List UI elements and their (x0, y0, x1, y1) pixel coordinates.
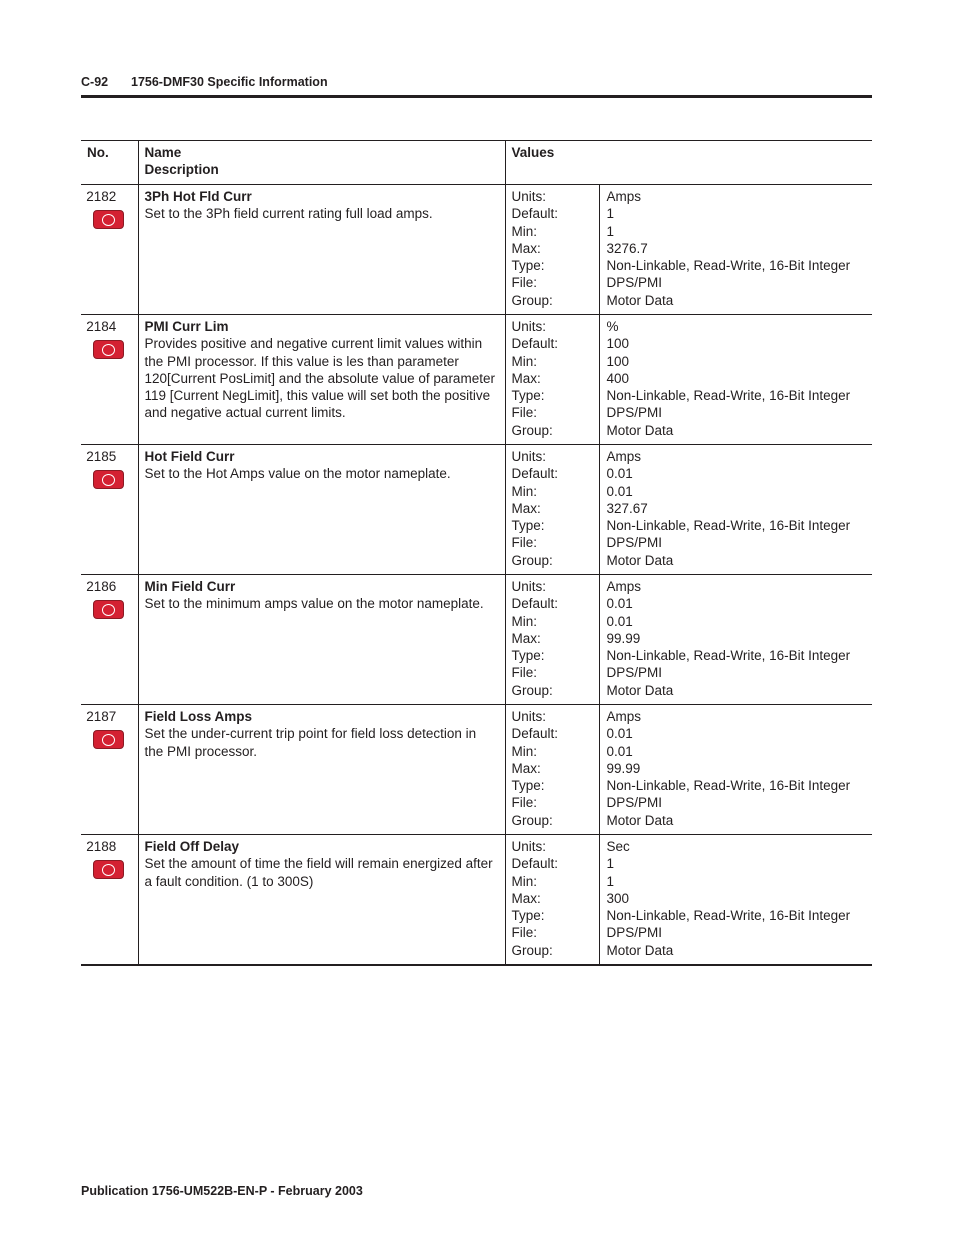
value-label: Min: (511, 223, 538, 239)
value-labels-cell (505, 705, 599, 835)
param-name: Min Field Curr (144, 579, 236, 594)
value-labels-cell (505, 315, 599, 445)
value-labels-cell (505, 185, 599, 315)
param-value: DPS/PMI (606, 795, 663, 811)
value-label: Max: (511, 370, 541, 386)
param-value: 3276.7 (606, 240, 648, 256)
value-label: File: (511, 535, 538, 551)
param-value: % (606, 319, 619, 334)
values-cell (599, 315, 872, 445)
table-row (81, 185, 872, 315)
value-label: Max: (511, 760, 541, 776)
param-number-cell (81, 185, 138, 315)
param-name: Hot Field Curr (144, 449, 235, 464)
publication-footer: Publication 1756-UM522B-EN-P - February 2003 (81, 1184, 363, 1198)
value-label: Units: (511, 189, 547, 204)
param-value: 0.01 (606, 596, 633, 612)
value-label: Group: (511, 682, 553, 698)
value-label: Type: (511, 778, 545, 794)
param-value: Motor Data (606, 682, 674, 698)
value-label: Type: (511, 518, 545, 534)
param-name: 3Ph Hot Fld Curr (144, 189, 252, 204)
col-header-description: Description (144, 162, 219, 178)
col-header-name: Name (144, 145, 182, 160)
value-label: Units: (511, 449, 547, 464)
value-label: Group: (511, 422, 553, 438)
value-label: Default: (511, 466, 559, 482)
param-number-cell (81, 315, 138, 445)
value-label: Type: (511, 908, 545, 924)
param-number-cell (81, 575, 138, 705)
value-label: Min: (511, 353, 538, 369)
col-header-no: No. (81, 141, 138, 185)
value-label: Max: (511, 630, 541, 646)
param-description: Set the under-current trip point for field loss detection in the PMI processor. (144, 726, 477, 759)
param-description: Set to the 3Ph field current rating full load amps. (144, 206, 433, 222)
param-value: Non-Linkable, Read-Write, 16-Bit Integer (606, 518, 851, 534)
param-description-cell (138, 445, 505, 575)
param-name: Field Off Delay (144, 839, 240, 854)
values-cell (599, 185, 872, 315)
param-value: Non-Linkable, Read-Write, 16-Bit Integer (606, 258, 851, 274)
param-value: Motor Data (606, 552, 674, 568)
value-label: File: (511, 275, 538, 291)
value-label: Default: (511, 726, 559, 742)
stop-mode-icon (93, 600, 124, 619)
stop-mode-icon (93, 730, 124, 749)
param-value: Non-Linkable, Read-Write, 16-Bit Integer (606, 778, 851, 794)
values-cell (599, 445, 872, 575)
param-number: 2182 (86, 189, 117, 204)
page-number: C-92 (81, 75, 109, 89)
param-number: 2186 (86, 579, 117, 594)
value-label: Type: (511, 648, 545, 664)
param-description-cell (138, 185, 505, 315)
value-label: Default: (511, 856, 559, 872)
param-number-cell (81, 445, 138, 575)
value-label: Default: (511, 336, 559, 352)
value-labels-cell (505, 835, 599, 965)
value-labels-cell (505, 575, 599, 705)
param-value: Motor Data (606, 942, 674, 958)
param-description: Provides positive and negative current limit values within the PMI processor. If this value is les than parameter 120[Current PosLimit] and the absolute value of parameter 119 [Current NegLimit], this value will set both the positive and negative actual current limits. (144, 336, 495, 421)
value-label: Min: (511, 873, 538, 889)
value-label: Default: (511, 206, 559, 222)
param-value: Amps (606, 449, 642, 464)
param-value: DPS/PMI (606, 405, 663, 421)
value-label: File: (511, 665, 538, 681)
param-value: DPS/PMI (606, 275, 663, 291)
param-description: Set to the minimum amps value on the motor nameplate. (144, 596, 484, 612)
table-row (81, 445, 872, 575)
param-value: 99.99 (606, 630, 641, 646)
table-header-row (81, 141, 872, 185)
table-row (81, 835, 872, 965)
header-title: 1756-DMF30 Specific Information (131, 75, 328, 89)
param-value: Amps (606, 189, 642, 204)
value-label: Units: (511, 319, 547, 334)
param-value: 100 (606, 353, 630, 369)
value-label: File: (511, 405, 538, 421)
col-header-values: Values (505, 141, 872, 185)
value-label: Group: (511, 292, 553, 308)
param-value: DPS/PMI (606, 925, 663, 941)
stop-mode-icon (93, 470, 124, 489)
param-number: 2187 (86, 709, 117, 724)
param-description: Set to the Hot Amps value on the motor nameplate. (144, 466, 451, 482)
param-value: 0.01 (606, 483, 633, 499)
value-label: Units: (511, 709, 547, 724)
param-value: 0.01 (606, 613, 633, 629)
param-value: Motor Data (606, 812, 674, 828)
value-label: Type: (511, 258, 545, 274)
value-label: Max: (511, 240, 541, 256)
param-number: 2184 (86, 319, 117, 334)
param-value: 1 (606, 223, 615, 239)
param-value: 1 (606, 873, 615, 889)
values-cell (599, 705, 872, 835)
param-value: 400 (606, 370, 630, 386)
param-value: Amps (606, 709, 642, 724)
param-value: DPS/PMI (606, 535, 663, 551)
param-number: 2188 (86, 839, 117, 854)
param-value: Non-Linkable, Read-Write, 16-Bit Integer (606, 388, 851, 404)
table-row (81, 705, 872, 835)
param-value: 300 (606, 890, 630, 906)
value-label: Group: (511, 812, 553, 828)
value-label: Default: (511, 596, 559, 612)
value-labels-cell (505, 445, 599, 575)
param-value: 100 (606, 336, 630, 352)
param-value: 1 (606, 206, 615, 222)
param-value: Motor Data (606, 422, 674, 438)
param-value: DPS/PMI (606, 665, 663, 681)
value-label: Units: (511, 839, 547, 854)
value-label: Min: (511, 743, 538, 759)
param-value: Sec (606, 839, 630, 854)
value-label: Group: (511, 942, 553, 958)
value-label: Max: (511, 890, 541, 906)
param-number: 2185 (86, 449, 117, 464)
param-value: 99.99 (606, 760, 641, 776)
param-name: PMI Curr Lim (144, 319, 229, 334)
value-label: Max: (511, 500, 541, 516)
page-header (81, 74, 872, 98)
table-row (81, 575, 872, 705)
param-description-cell (138, 835, 505, 965)
param-value: 327.67 (606, 500, 648, 516)
param-value: 1 (606, 856, 615, 872)
value-label: Min: (511, 483, 538, 499)
value-label: File: (511, 925, 538, 941)
param-description-cell (138, 315, 505, 445)
param-number-cell (81, 705, 138, 835)
param-description: Set the amount of time the field will remain energized after a fault condition. (1 to 300S) (144, 856, 493, 889)
param-value: 0.01 (606, 466, 633, 482)
col-header-name-description (138, 141, 505, 185)
value-label: Units: (511, 579, 547, 594)
param-value: 0.01 (606, 743, 633, 759)
stop-mode-icon (93, 340, 124, 359)
param-value: 0.01 (606, 726, 633, 742)
param-value: Amps (606, 579, 642, 594)
value-label: Min: (511, 613, 538, 629)
parameter-table (81, 140, 872, 966)
param-value: Motor Data (606, 292, 674, 308)
value-label: Type: (511, 388, 545, 404)
value-label: File: (511, 795, 538, 811)
value-label: Group: (511, 552, 553, 568)
param-name: Field Loss Amps (144, 709, 253, 724)
stop-mode-icon (93, 860, 124, 879)
param-value: Non-Linkable, Read-Write, 16-Bit Integer (606, 908, 851, 924)
table-row (81, 315, 872, 445)
stop-mode-icon (93, 210, 124, 229)
values-cell (599, 835, 872, 965)
param-description-cell (138, 705, 505, 835)
param-number-cell (81, 835, 138, 965)
values-cell (599, 575, 872, 705)
param-description-cell (138, 575, 505, 705)
param-value: Non-Linkable, Read-Write, 16-Bit Integer (606, 648, 851, 664)
